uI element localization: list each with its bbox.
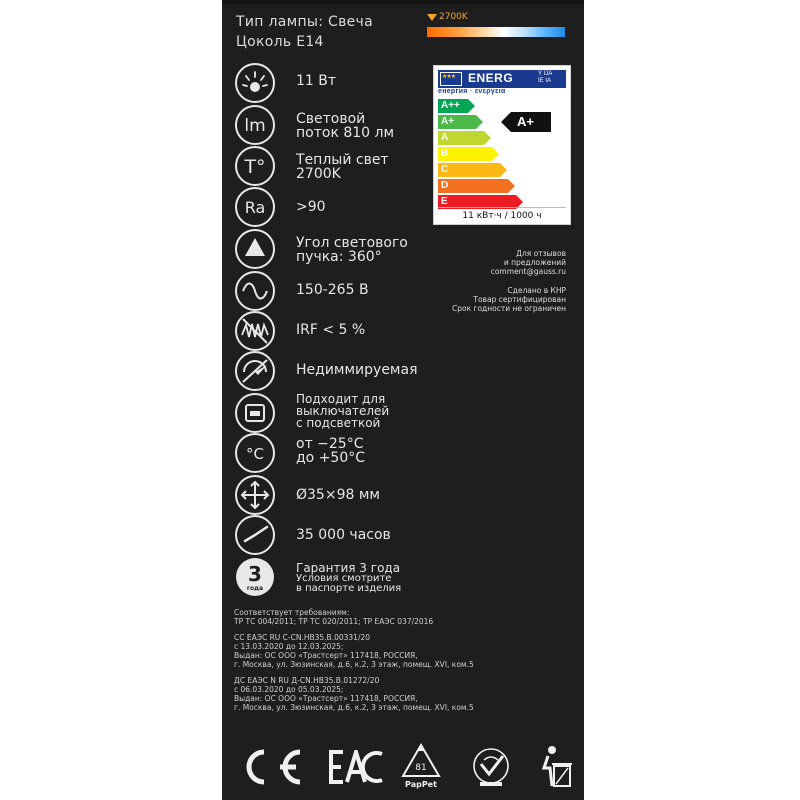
lamp-type: Тип лампы: Свеча — [236, 14, 374, 30]
origin-line-1: Сделано в КНР — [507, 286, 566, 295]
quality-mark-icon — [470, 746, 512, 788]
energy-class-bar — [438, 115, 476, 129]
compliance-block — [234, 608, 433, 626]
temperature-icon — [234, 145, 276, 187]
origin-line-3: Срок годности не ограничен — [452, 304, 566, 313]
svg-text:T°: T° — [244, 156, 266, 178]
contact-line-1: Для отзывов — [516, 249, 566, 258]
contact-email: comment@gauss.ru — [490, 267, 566, 276]
switch-icon — [234, 392, 276, 434]
energy-label-title: ENERG — [468, 71, 514, 85]
svg-text:Ra: Ra — [244, 198, 266, 217]
recycle-icon — [400, 742, 442, 790]
energy-class-bar — [438, 147, 492, 161]
eac-mark-icon — [328, 750, 384, 784]
no-trash-bin-icon — [530, 742, 574, 790]
spec-dimming-line1: Недиммируемая — [296, 362, 418, 378]
energy-rating: A+ — [517, 114, 534, 129]
energy-class-label: C — [441, 164, 449, 175]
spec-voltage-line1: 150-265 В — [296, 282, 369, 298]
contact-line-2: и предложений — [503, 258, 566, 267]
temperature-marker-icon — [427, 14, 437, 21]
energy-label-divider — [438, 207, 566, 208]
svg-text:°C: °C — [246, 445, 264, 463]
energy-class-bar — [438, 179, 508, 193]
spec-temp-line2: 2700K — [296, 166, 341, 182]
origin-line-2: Товар сертифицирован — [473, 295, 566, 304]
energy-label-suffix2: IE IA — [538, 78, 552, 84]
color-rendering-icon — [234, 186, 276, 228]
energy-class-label: A++ — [441, 100, 460, 111]
eu-flag-icon — [440, 72, 462, 86]
declaration-block — [234, 676, 474, 712]
spec-switch-line2: выключателей — [296, 404, 390, 418]
energy-label-subtitle: енергия · ενεργεια — [438, 88, 506, 95]
energy-consumption: 11 кВт·ч / 1000 ч — [462, 211, 542, 221]
svg-text:3: 3 — [248, 562, 262, 586]
warranty-icon — [234, 556, 276, 598]
spec-dimensions-line1: Ø35×98 мм — [296, 487, 380, 503]
spec-flux-line1: Световой — [296, 111, 366, 127]
energy-rating-badge — [511, 112, 551, 132]
spec-warranty-line3: в паспорте изделия — [296, 583, 402, 594]
declaration-line-1: ДС ЕАЭС N RU Д-CN.НВ35.В.01272/20 — [234, 676, 380, 685]
energy-label-suffix: Y IJA — [538, 71, 553, 77]
spec-warranty-line2: Условия смотрите — [296, 573, 392, 584]
ce-mark-icon — [234, 748, 304, 786]
spec-lifetime-line1: 35 000 часов — [296, 527, 391, 543]
lamp-base: Цоколь E14 — [236, 34, 324, 50]
declaration-line-3: Выдан: ОС ООО «Трастсерт» 117418, РОССИЯ, — [234, 694, 418, 703]
spec-optemp-line2: до +50°C — [296, 450, 366, 466]
energy-class-label: D — [441, 180, 449, 191]
certification-marks — [234, 742, 574, 792]
dimmer-icon — [234, 350, 276, 392]
spec-warranty-line1: Гарантия 3 года — [296, 561, 401, 575]
power-icon — [234, 62, 276, 104]
spec-switch-line3: с подсветкой — [296, 416, 381, 430]
spec-beam-line1: Угол светового — [296, 235, 408, 251]
origin-info — [452, 286, 566, 313]
certificate-line-3: Выдан: ОС ООО «Трастсерт» 117418, РОССИЯ, — [234, 651, 418, 660]
voltage-icon — [234, 270, 276, 312]
temperature-marker-label: 2700K — [439, 12, 468, 22]
energy-class-bar — [438, 163, 500, 177]
svg-text:81: 81 — [415, 763, 427, 773]
lumen-icon — [234, 104, 276, 146]
energy-class-label: A — [441, 132, 449, 143]
compliance-line-1: Соответствует требованиям: — [234, 608, 350, 617]
spec-flux-line2: поток 810 лм — [296, 125, 395, 141]
energy-class-bar — [438, 131, 484, 145]
energy-label — [433, 65, 571, 225]
certificate-line-2: с 13.03.2020 до 12.03.2025; — [234, 642, 344, 651]
flicker-icon — [234, 310, 276, 352]
beam-angle-icon — [234, 228, 276, 270]
spec-power-line1: 11 Вт — [296, 73, 337, 89]
spec-switch-line1: Подходит для — [296, 392, 386, 406]
spec-temp-line1: Теплый свет — [296, 152, 389, 168]
energy-label-header — [438, 70, 566, 88]
energy-class-label: B — [441, 148, 449, 159]
declaration-line-4: г. Москва, ул. Зюзинская, д.6, к.2, 3 этаж, помещ. XVI, ком.5 — [234, 703, 474, 712]
spec-flicker-line1: IRF < 5 % — [296, 322, 366, 338]
spec-cri-line1: >90 — [296, 199, 326, 215]
spec-beam-line2: пучка: 360° — [296, 249, 382, 265]
compliance-line-2: ТР ТС 004/2011; ТР ТС 020/2011; ТР ЕАЭС 037/2016 — [234, 617, 434, 626]
spec-optemp-line1: от −25°C — [296, 436, 364, 452]
temperature-gradient-bar — [427, 27, 565, 37]
energy-class-label: E — [441, 196, 448, 207]
energy-class-bar — [438, 99, 468, 113]
declaration-line-2: с 06.03.2020 до 05.03.2025; — [234, 685, 344, 694]
package-panel — [222, 0, 584, 800]
energy-class-label: A+ — [441, 116, 455, 127]
contact-info — [491, 249, 566, 276]
certificate-line-1: СС ЕАЭС RU С-CN.НВ35.В.00331/20 — [234, 633, 371, 642]
lifetime-icon — [234, 514, 276, 556]
svg-text:PapPet: PapPet — [405, 780, 437, 789]
dimensions-icon — [234, 474, 276, 516]
svg-text:lm: lm — [244, 116, 266, 136]
operating-temp-icon — [234, 432, 276, 474]
certificate-block — [234, 633, 474, 669]
certificate-line-4: г. Москва, ул. Зюзинская, д.6, к.2, 3 этаж, помещ. XVI, ком.5 — [234, 660, 474, 669]
svg-text:года: года — [246, 585, 264, 592]
